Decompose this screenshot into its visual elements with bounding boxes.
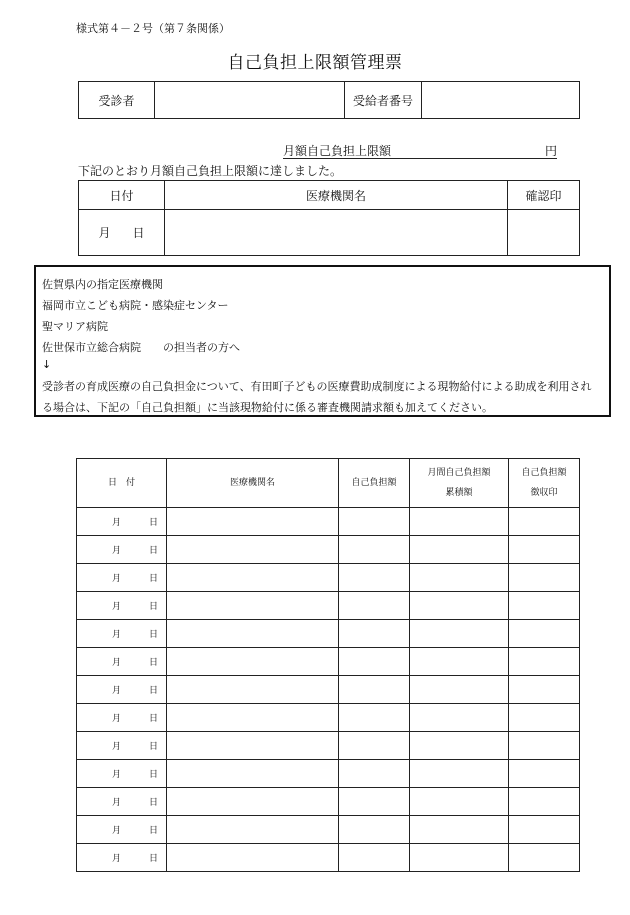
- month-label: 月: [111, 742, 121, 752]
- patient-name-field[interactable]: [155, 82, 345, 119]
- month-label: 月: [111, 518, 121, 528]
- month-label: 月: [111, 686, 121, 696]
- log-cumulative-cell[interactable]: [410, 788, 509, 816]
- log-institution-cell[interactable]: [167, 592, 339, 620]
- log-date-cell[interactable]: [77, 760, 167, 788]
- seal-header-line1: 自己負担額: [521, 468, 567, 478]
- log-institution-cell[interactable]: [167, 508, 339, 536]
- day-label: 日: [148, 574, 158, 584]
- log-seal-cell[interactable]: [509, 788, 580, 816]
- yen-unit: 円: [544, 144, 557, 158]
- limit-reached-table: [78, 180, 580, 256]
- log-seal-cell[interactable]: [509, 732, 580, 760]
- log-seal-cell[interactable]: [509, 648, 580, 676]
- notice-line: る場合は、下記の「自己負担額」に当該現物給付に係る審査機関請求額も加えてください。: [42, 401, 493, 414]
- day-label: 日: [132, 226, 145, 240]
- log-cumulative-cell[interactable]: [410, 536, 509, 564]
- log-seal-cell[interactable]: [509, 508, 580, 536]
- log-cumulative-cell[interactable]: [410, 676, 509, 704]
- day-label: 日: [148, 798, 158, 808]
- log-copay-cell[interactable]: [339, 760, 410, 788]
- log-institution-cell[interactable]: [167, 704, 339, 732]
- recipient-number-label: 受給者番号: [345, 82, 422, 119]
- form-number: 様式第４－２号（第７条関係）: [76, 22, 230, 35]
- log-cumulative-cell[interactable]: [410, 844, 509, 872]
- log-institution-cell[interactable]: [167, 844, 339, 872]
- notice-line: 佐世保市立総合病院 の担当者の方へ: [42, 341, 240, 354]
- log-cumulative-cell[interactable]: [410, 760, 509, 788]
- day-label: 日: [148, 518, 158, 528]
- notice-line: 聖マリア病院: [42, 320, 108, 333]
- log-institution-cell[interactable]: [167, 648, 339, 676]
- table-row: [77, 816, 580, 844]
- table-row: [77, 536, 580, 564]
- recipient-number-field[interactable]: [422, 82, 580, 119]
- month-label: 月: [111, 798, 121, 808]
- table-row: [77, 620, 580, 648]
- table-row: [77, 564, 580, 592]
- log-copay-cell[interactable]: [339, 564, 410, 592]
- log-date-cell[interactable]: [77, 732, 167, 760]
- notice-line: 佐賀県内の指定医療機関: [42, 278, 163, 291]
- month-label: 月: [98, 226, 111, 240]
- log-date-cell[interactable]: [77, 788, 167, 816]
- log-cumulative-cell[interactable]: [410, 620, 509, 648]
- log-copay-cell[interactable]: [339, 620, 410, 648]
- log-institution-cell[interactable]: [167, 620, 339, 648]
- log-seal-cell[interactable]: [509, 536, 580, 564]
- month-label: 月: [111, 546, 121, 556]
- log-copay-cell[interactable]: [339, 844, 410, 872]
- log-cumulative-cell[interactable]: [410, 816, 509, 844]
- notice-box: [34, 265, 611, 417]
- log-copay-cell[interactable]: [339, 732, 410, 760]
- log-seal-cell[interactable]: [509, 676, 580, 704]
- day-label: 日: [148, 770, 158, 780]
- reached-institution-header: 医療機関名: [165, 181, 508, 210]
- log-seal-cell[interactable]: [509, 564, 580, 592]
- log-cumulative-header: [410, 459, 509, 508]
- log-date-header: 日 付: [77, 459, 167, 508]
- day-label: 日: [148, 826, 158, 836]
- log-institution-cell[interactable]: [167, 788, 339, 816]
- month-label: 月: [111, 770, 121, 780]
- log-seal-header: [509, 459, 580, 508]
- month-label: 月: [111, 714, 121, 724]
- log-copay-cell[interactable]: [339, 536, 410, 564]
- reached-date-cell[interactable]: [79, 210, 165, 256]
- log-seal-cell[interactable]: [509, 620, 580, 648]
- day-label: 日: [148, 546, 158, 556]
- day-label: 日: [148, 686, 158, 696]
- copay-log-table: [76, 458, 580, 872]
- log-date-cell[interactable]: [77, 648, 167, 676]
- limit-reached-text: 下記のとおり月額自己負担上限額に達しました。: [78, 164, 343, 178]
- log-date-cell[interactable]: [77, 844, 167, 872]
- log-institution-cell[interactable]: [167, 732, 339, 760]
- day-label: 日: [148, 854, 158, 864]
- log-cumulative-cell[interactable]: [410, 732, 509, 760]
- month-label: 月: [111, 602, 121, 612]
- reached-seal-header: 確認印: [508, 181, 580, 210]
- log-cumulative-cell[interactable]: [410, 564, 509, 592]
- log-date-cell[interactable]: [77, 508, 167, 536]
- table-row: [77, 788, 580, 816]
- day-label: 日: [148, 742, 158, 752]
- patient-info-table: [78, 81, 580, 119]
- log-date-cell[interactable]: [77, 704, 167, 732]
- log-seal-cell[interactable]: [509, 760, 580, 788]
- log-seal-cell[interactable]: [509, 816, 580, 844]
- log-date-cell[interactable]: [77, 564, 167, 592]
- monthly-limit-field[interactable]: [283, 142, 557, 159]
- reached-seal-cell[interactable]: [508, 210, 580, 256]
- page-title: 自己負担上限額管理票: [227, 53, 403, 73]
- month-label: 月: [111, 826, 121, 836]
- month-label: 月: [111, 630, 121, 640]
- day-label: 日: [148, 602, 158, 612]
- log-institution-cell[interactable]: [167, 564, 339, 592]
- log-copay-cell[interactable]: [339, 788, 410, 816]
- log-institution-header: 医療機関名: [167, 459, 339, 508]
- table-row: [77, 508, 580, 536]
- notice-line: 受診者の育成医療の自己負担金について、有田町子どもの医療費助成制度による現物給付による助成を利用され: [42, 380, 592, 393]
- log-date-cell[interactable]: [77, 676, 167, 704]
- log-copay-header: 自己負担額: [339, 459, 410, 508]
- table-row: [77, 844, 580, 872]
- table-row: [77, 760, 580, 788]
- patient-label: 受診者: [79, 82, 155, 119]
- log-copay-cell[interactable]: [339, 704, 410, 732]
- log-date-cell[interactable]: [77, 816, 167, 844]
- table-row: [77, 648, 580, 676]
- log-copay-cell[interactable]: [339, 676, 410, 704]
- log-date-cell[interactable]: [77, 620, 167, 648]
- log-cumulative-cell[interactable]: [410, 648, 509, 676]
- day-label: 日: [148, 630, 158, 640]
- notice-line: 福岡市立こども病院・感染症センター: [42, 299, 229, 312]
- reached-institution-cell[interactable]: [165, 210, 508, 256]
- log-copay-cell[interactable]: [339, 816, 410, 844]
- month-label: 月: [111, 854, 121, 864]
- reached-date-header: 日付: [79, 181, 165, 210]
- day-label: 日: [148, 714, 158, 724]
- log-date-cell[interactable]: [77, 536, 167, 564]
- table-row: [77, 732, 580, 760]
- day-label: 日: [148, 658, 158, 668]
- log-cumulative-cell[interactable]: [410, 592, 509, 620]
- log-cumulative-cell[interactable]: [410, 508, 509, 536]
- log-seal-cell[interactable]: [509, 592, 580, 620]
- table-row: [77, 676, 580, 704]
- table-row: [77, 592, 580, 620]
- monthly-limit-label: 月額自己負担上限額: [283, 144, 392, 158]
- log-copay-cell[interactable]: [339, 508, 410, 536]
- arrow-down-icon: ↓: [42, 358, 52, 371]
- log-institution-cell[interactable]: [167, 676, 339, 704]
- log-institution-cell[interactable]: [167, 536, 339, 564]
- cumulative-header-line1: 月間自己負担額: [427, 468, 491, 478]
- table-row: [77, 704, 580, 732]
- log-copay-cell[interactable]: [339, 648, 410, 676]
- log-institution-cell[interactable]: [167, 816, 339, 844]
- log-seal-cell[interactable]: [509, 704, 580, 732]
- seal-header-line2: 徴収印: [530, 488, 558, 498]
- month-label: 月: [111, 658, 121, 668]
- log-copay-cell[interactable]: [339, 592, 410, 620]
- log-seal-cell[interactable]: [509, 844, 580, 872]
- log-date-cell[interactable]: [77, 592, 167, 620]
- log-cumulative-cell[interactable]: [410, 704, 509, 732]
- month-label: 月: [111, 574, 121, 584]
- log-institution-cell[interactable]: [167, 760, 339, 788]
- cumulative-header-line2: 累積額: [445, 488, 473, 498]
